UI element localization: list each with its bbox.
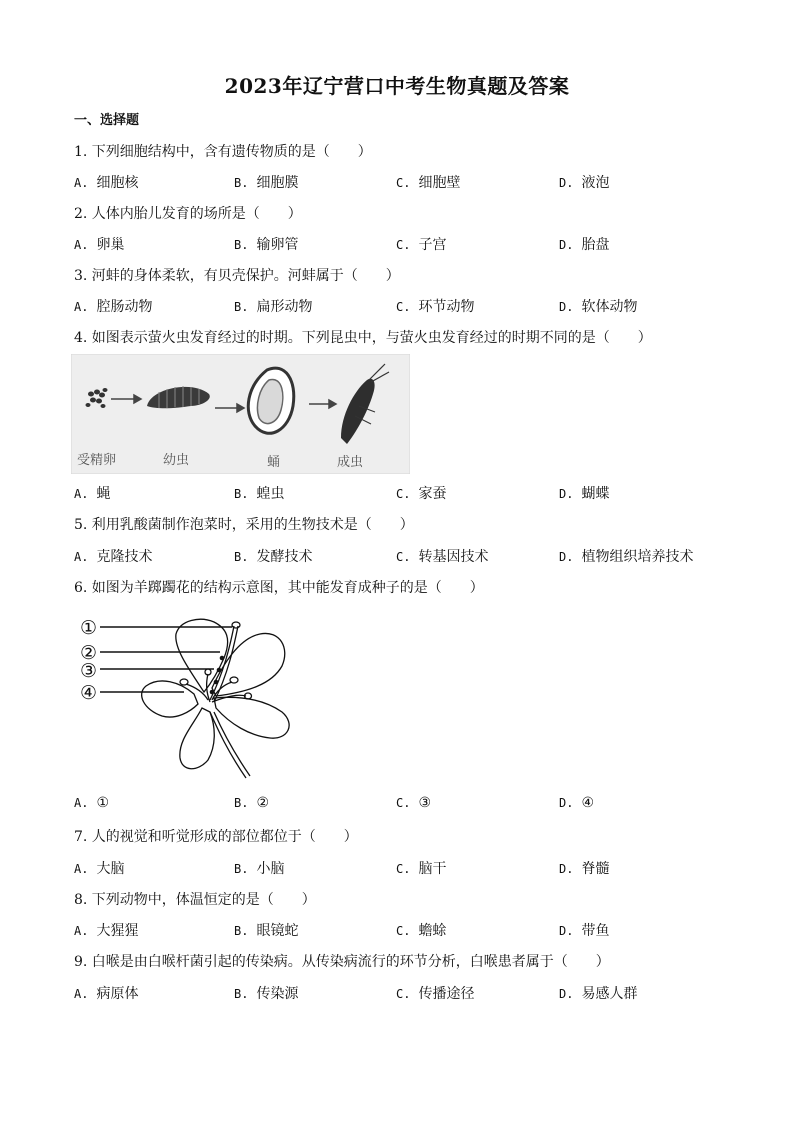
option-text: ①: [96, 795, 110, 811]
option-letter: D.: [559, 862, 574, 876]
option-c[interactable]: [396, 296, 474, 316]
option-letter: B.: [234, 987, 249, 1001]
option-letter: B.: [234, 862, 249, 876]
option-text: 蝗虫: [256, 486, 285, 502]
option-letter: B.: [234, 550, 249, 564]
option-letter: D.: [559, 796, 574, 810]
option-letter: C.: [396, 487, 411, 501]
question-3-options: [74, 296, 754, 316]
option-letter: D.: [559, 924, 574, 938]
option-d[interactable]: [559, 296, 637, 316]
option-letter: A.: [74, 862, 89, 876]
question-8-stem: 8. 下列动物中，体温恒定的是（ ）: [74, 892, 316, 908]
question-2-stem: 2. 人体内胎儿发育的场所是（ ）: [74, 206, 302, 222]
option-d[interactable]: [559, 172, 609, 192]
option-b[interactable]: [234, 234, 298, 254]
option-text: 大猩猩: [96, 923, 139, 939]
option-text: 病原体: [96, 986, 139, 1002]
option-letter: B.: [234, 796, 249, 810]
question-9-options: [74, 983, 754, 1003]
option-letter: C.: [396, 924, 411, 938]
option-c[interactable]: [396, 858, 446, 878]
option-a[interactable]: [74, 795, 109, 811]
question-7-stem: 7. 人的视觉和听觉形成的部位都位于（ ）: [74, 829, 358, 845]
question-1-stem: 1. 下列细胞结构中，含有遗传物质的是（ ）: [74, 144, 372, 160]
option-letter: A.: [74, 987, 89, 1001]
option-letter: C.: [396, 550, 411, 564]
option-text: ④: [581, 795, 595, 811]
question-5-stem: 5. 利用乳酸菌制作泡菜时，采用的生物技术是（ ）: [74, 517, 414, 533]
option-text: 植物组织培养技术: [581, 549, 694, 565]
option-b[interactable]: [234, 858, 284, 878]
option-text: 蟾蜍: [418, 923, 447, 939]
option-b[interactable]: [234, 546, 312, 566]
option-c[interactable]: [396, 546, 488, 566]
option-text: 细胞核: [96, 175, 139, 191]
option-letter: B.: [234, 238, 249, 252]
option-letter: D.: [559, 238, 574, 252]
option-letter: A.: [74, 487, 89, 501]
option-letter: D.: [559, 550, 574, 564]
option-letter: B.: [234, 176, 249, 190]
option-letter: A.: [74, 176, 89, 190]
option-text: 传染源: [256, 986, 299, 1002]
option-letter: D.: [559, 487, 574, 501]
option-text: 腔肠动物: [96, 299, 153, 315]
option-text: 液泡: [581, 175, 610, 191]
option-b[interactable]: [234, 795, 269, 811]
option-a[interactable]: [74, 546, 152, 566]
option-c[interactable]: [396, 234, 446, 254]
question-8-options: [74, 920, 754, 940]
option-c[interactable]: [396, 795, 431, 811]
question-9-stem: 9. 白喉是由白喉杆菌引起的传染病。从传染病流行的环节分析，白喉患者属于（ ）: [74, 954, 610, 970]
section-heading: 一、选择题: [74, 113, 140, 128]
option-c[interactable]: [396, 172, 460, 192]
option-letter: A.: [74, 238, 89, 252]
option-text: 大脑: [96, 861, 125, 877]
option-text: 蝇: [96, 486, 111, 502]
option-b[interactable]: [234, 483, 284, 503]
option-a[interactable]: [74, 296, 152, 316]
option-b[interactable]: [234, 296, 312, 316]
option-text: 易感人群: [581, 986, 638, 1002]
option-d[interactable]: [559, 858, 609, 878]
firefly-development-figure: [71, 354, 410, 474]
option-d[interactable]: [559, 483, 609, 503]
option-text: 脊髓: [581, 861, 610, 877]
option-c[interactable]: [396, 983, 474, 1003]
option-letter: B.: [234, 487, 249, 501]
option-b[interactable]: [234, 172, 298, 192]
question-3-stem: 3. 河蚌的身体柔软，有贝壳保护。河蚌属于（ ）: [74, 268, 400, 284]
option-letter: B.: [234, 924, 249, 938]
option-letter: D.: [559, 987, 574, 1001]
flower-label-2: ②: [80, 642, 98, 664]
leader-lines: [100, 627, 232, 692]
option-text: 克隆技术: [96, 549, 153, 565]
option-letter: A.: [74, 550, 89, 564]
option-d[interactable]: [559, 546, 693, 566]
question-4-stem: 4. 如图表示萤火虫发育经过的时期。下列昆虫中，与萤火虫发育经过的时期不同的是（ ）: [74, 330, 652, 346]
option-a[interactable]: [74, 172, 138, 192]
option-text: 细胞膜: [256, 175, 299, 191]
option-b[interactable]: [234, 920, 298, 940]
option-letter: A.: [74, 300, 89, 314]
question-7-options: [74, 858, 754, 878]
option-text: ②: [256, 795, 270, 811]
option-text: 扁形动物: [256, 299, 313, 315]
option-text: 卵巢: [96, 237, 125, 253]
option-b[interactable]: [234, 983, 298, 1003]
stage-label-pupa: 蛹: [267, 455, 281, 470]
flower-label-1: ①: [80, 617, 98, 639]
option-letter: D.: [559, 176, 574, 190]
option-text: 脑干: [418, 861, 447, 877]
option-a[interactable]: [74, 234, 124, 254]
option-a[interactable]: [74, 983, 138, 1003]
stage-label-adult: 成虫: [337, 455, 364, 470]
option-text: 蝴蝶: [581, 486, 610, 502]
stage-label-egg: 受精卵: [77, 453, 117, 468]
option-text: 小脑: [256, 861, 285, 877]
option-letter: C.: [396, 176, 411, 190]
option-a[interactable]: [74, 858, 124, 878]
flower-drawing: [142, 619, 289, 778]
option-a[interactable]: [74, 920, 138, 940]
option-letter: C.: [396, 987, 411, 1001]
option-text: 输卵管: [256, 237, 299, 253]
option-text: 胎盘: [581, 237, 610, 253]
option-d[interactable]: [559, 795, 594, 811]
option-text: 软体动物: [581, 299, 638, 315]
option-d[interactable]: [559, 983, 637, 1003]
option-text: 发酵技术: [256, 549, 313, 565]
option-c[interactable]: [396, 920, 446, 940]
option-letter: C.: [396, 300, 411, 314]
flower-label-4: ④: [80, 682, 98, 704]
question-4-options: [74, 483, 754, 503]
option-letter: C.: [396, 862, 411, 876]
option-letter: B.: [234, 300, 249, 314]
option-letter: C.: [396, 796, 411, 810]
page-title: 2023年辽宁营口中考生物真题及答案: [224, 74, 570, 98]
option-d[interactable]: [559, 920, 609, 940]
question-5-options: [74, 546, 754, 566]
option-text: 细胞壁: [418, 175, 461, 191]
option-text: ③: [418, 795, 432, 811]
option-text: 传播途径: [418, 986, 475, 1002]
option-c[interactable]: [396, 483, 446, 503]
flower-structure-figure: [76, 612, 308, 780]
option-text: 家蚕: [418, 486, 447, 502]
option-text: 环节动物: [418, 299, 475, 315]
option-a[interactable]: [74, 483, 110, 503]
option-text: 子宫: [418, 237, 447, 253]
flower-label-3: ③: [80, 660, 98, 682]
option-letter: A.: [74, 796, 89, 810]
option-letter: A.: [74, 924, 89, 938]
question-6-stem: 6. 如图为羊踯躅花的结构示意图，其中能发育成种子的是（ ）: [74, 580, 484, 596]
option-letter: D.: [559, 300, 574, 314]
stage-label-larva: 幼虫: [163, 453, 190, 468]
option-letter: C.: [396, 238, 411, 252]
option-text: 眼镜蛇: [256, 923, 299, 939]
option-text: 带鱼: [581, 923, 610, 939]
question-1-options: [74, 172, 754, 192]
option-d[interactable]: [559, 234, 609, 254]
question-6-options: [74, 795, 754, 815]
question-2-options: [74, 234, 754, 254]
option-text: 转基因技术: [418, 549, 489, 565]
